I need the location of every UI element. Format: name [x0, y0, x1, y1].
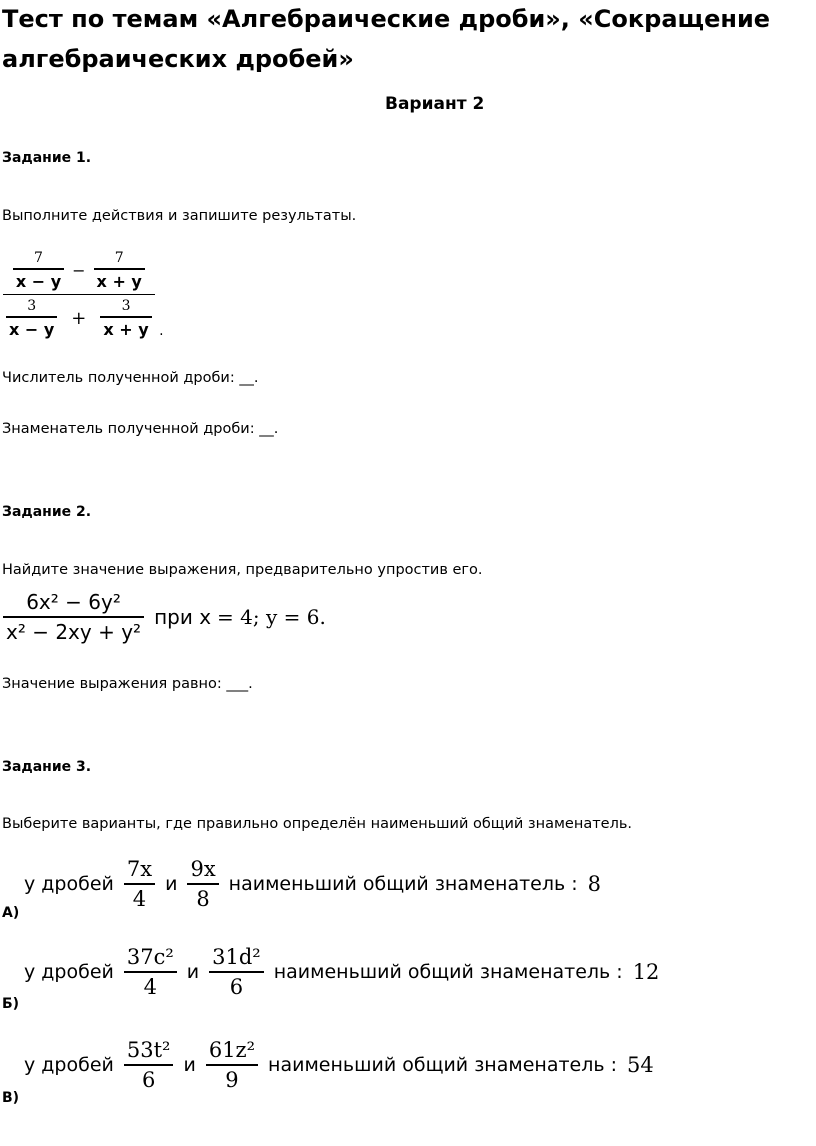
- option-v-phrase: наименьший общий знаменатель :: [268, 1053, 617, 1076]
- option-v-label: В): [2, 1090, 20, 1106]
- option-a-frac2-den: 8: [196, 886, 210, 911]
- option-b-label: Б): [2, 996, 20, 1012]
- task2-instruction: Найдите значение выражения, предварительно упростив его.: [2, 562, 483, 578]
- task2-answer: Значение выражения равно: ___.: [2, 676, 253, 692]
- option-b[interactable]: [24, 945, 659, 999]
- option-b-frac1-num: 37c²: [126, 945, 174, 969]
- variant-heading: Вариант 2: [385, 94, 485, 114]
- option-b-conj: и: [186, 960, 200, 983]
- task1-denominator-question: Знаменатель полученной дроби: __.: [2, 421, 279, 437]
- option-b-frac2-num: 31d²: [212, 945, 261, 969]
- option-v-frac1-den: 6: [141, 1067, 156, 1092]
- t2-numerator: 6x² − 6y²: [26, 590, 121, 614]
- option-v-value: 54: [627, 1052, 654, 1077]
- option-b-frac2-den: 6: [229, 974, 244, 999]
- option-a-frac2-num: 9x: [190, 857, 216, 881]
- option-a-value: 8: [587, 871, 601, 896]
- t2-suffix-equation: = 4; y = 6.: [217, 604, 326, 629]
- option-v-frac2-den: 9: [225, 1067, 239, 1092]
- task1-instruction: Выполните действия и запишите результаты.: [2, 208, 357, 224]
- t2-denominator: x² − 2xy + y²: [6, 619, 142, 644]
- t1-top-right-den: x + y: [96, 271, 142, 291]
- task2-expression: [3, 590, 326, 644]
- t1-bottom-right-den: x + y: [103, 319, 149, 339]
- option-a-prefix: у дробей: [24, 872, 114, 895]
- t1-top-left-den: x − y: [15, 271, 62, 291]
- t1-trailing-dot: .: [159, 322, 164, 339]
- t1-top-left-num: 7: [34, 250, 43, 266]
- option-v[interactable]: [24, 1038, 654, 1092]
- t1-bottom-operator: +: [71, 308, 87, 330]
- task3-heading: Задание 3.: [2, 759, 92, 775]
- task1-complex-fraction: [3, 250, 164, 339]
- option-v-conj: и: [183, 1053, 196, 1076]
- t1-bottom-left-num: 3: [27, 298, 37, 315]
- t1-bottom-left-den: x − y: [9, 319, 55, 339]
- option-v-frac2-num: 61z²: [208, 1038, 256, 1062]
- option-b-phrase: наименьший общий знаменатель :: [273, 960, 623, 983]
- option-b-value: 12: [632, 959, 660, 984]
- t1-top-operator: −: [72, 260, 86, 280]
- option-b-prefix: у дробей: [24, 960, 114, 983]
- task1-numerator-question: Числитель полученной дроби: __.: [2, 370, 259, 386]
- task1-heading: Задание 1.: [2, 150, 92, 166]
- t1-top-right-num: 7: [114, 250, 124, 266]
- option-a-frac1-den: 4: [132, 886, 147, 911]
- t2-suffix-word: при x: [154, 604, 212, 629]
- task2-heading: Задание 2.: [2, 504, 92, 520]
- option-v-frac1-num: 53t²: [126, 1038, 171, 1062]
- page-title: Тест по темам «Алгебраические дроби», «Сокращение алгебраических дробей»: [2, 5, 771, 73]
- option-a-frac1-num: 7x: [126, 857, 153, 881]
- option-v-prefix: у дробей: [24, 1053, 114, 1076]
- option-a[interactable]: [24, 857, 601, 911]
- option-a-phrase: наименьший общий знаменатель :: [228, 872, 578, 895]
- t1-bottom-right-num: 3: [121, 298, 131, 315]
- option-b-frac1-den: 4: [143, 974, 158, 999]
- task3-instruction: Выберите варианты, где правильно определён наименьший общий знаменатель.: [2, 816, 633, 832]
- option-a-conj: и: [165, 872, 178, 895]
- option-a-label: А): [2, 905, 20, 921]
